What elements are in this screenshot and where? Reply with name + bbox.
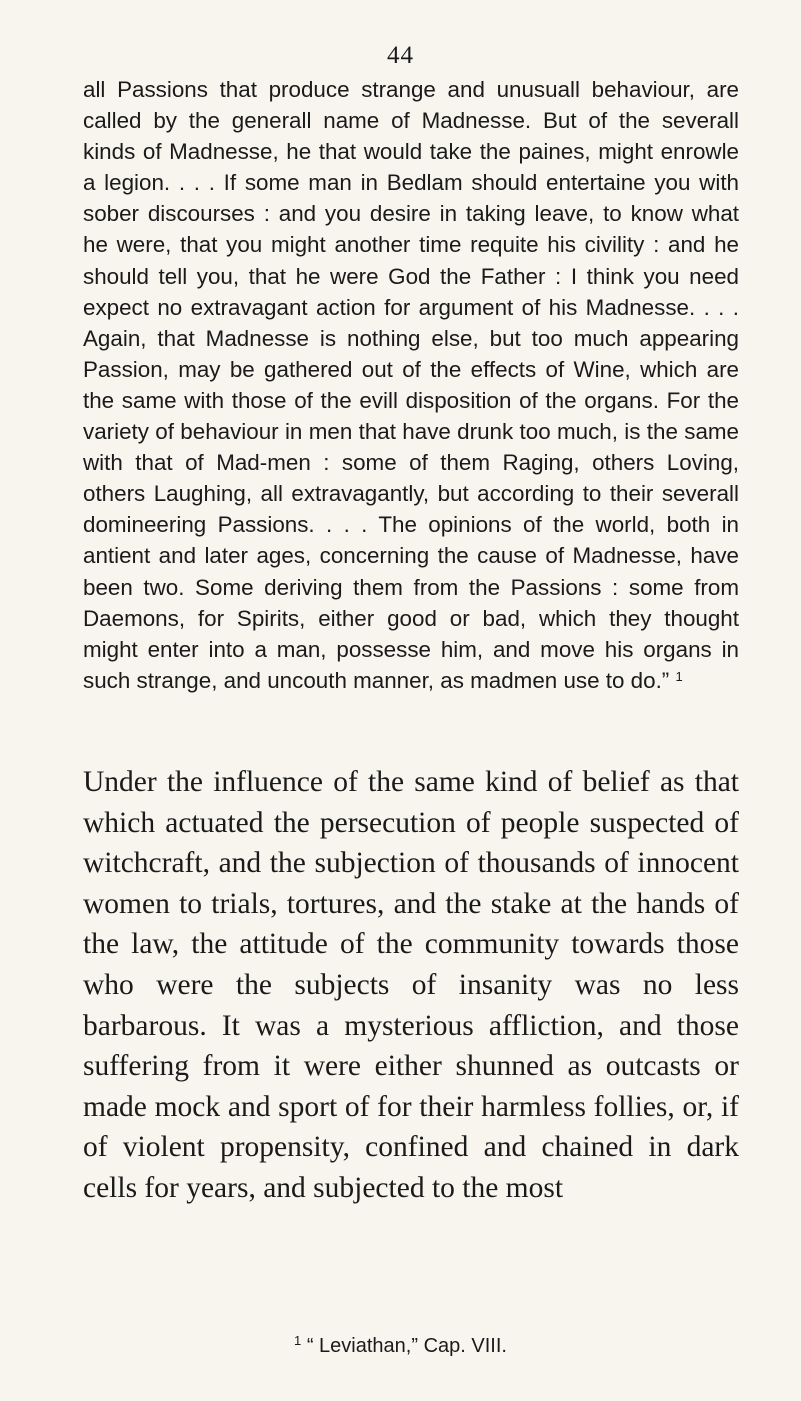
page-number: 44: [387, 42, 414, 69]
quoted-passage-text: all Passions that produce strange and unusuall behaviour, are called by the generall name of Madnesse. But of the severall kinds of Madnesse, he that would take the paines, might enrowle a legion. . . . If some man in Bedlam should entertaine you with sober discourses : and you desire in taking leave, to know what he were, that you might another time requite his civility : and he should tell you, that he were God the Father : I think you need expect no extravagant action for argument of his Madnesse. . . . Again, that Madnesse is nothing else, but too much appearing Passion, may be gathered out of the effects of Wine, which are the same with those of the evill disposition of the organs. For the variety of behaviour in men that have drunk too much, is the same with that of Mad-men : some of them Raging, others Loving, others Laughing, all extravagantly, but according to their severall domineering Passions. . . . The opinions of the world, both in antient and later ages, concerning the cause of Madnesse, have been two. Some deriving them from the Passions : some from Daemons, for Spirits, either good or bad, which they thought might enter into a man, possesse him, and move his organs in such strange, and uncouth manner, as madmen use to do.”: [83, 77, 739, 693]
quoted-passage: [83, 74, 739, 696]
footnote-text: “ Leviathan,” Cap. VIII.: [306, 1335, 507, 1357]
footnote: [0, 1335, 801, 1358]
footnote-reference: 1: [675, 668, 683, 684]
body-paragraph: Under the influence of the same kind of belief as that which actuated the persecution of people suspected of witchcraft, and the subjection of thousands of innocent women to trials, tortures, and the stake at the hands of the law, the attitude of the community towards those who were the subjects of insanity was no less barbarous. It was a mysterious affliction, and those suffering from it were either shunned as outcasts or made mock and sport of for their harmless follies, or, if of violent propensity, confined and chained in dark cells for years, and subjected to the most: [83, 766, 739, 1204]
footnote-marker: 1: [294, 1333, 302, 1348]
